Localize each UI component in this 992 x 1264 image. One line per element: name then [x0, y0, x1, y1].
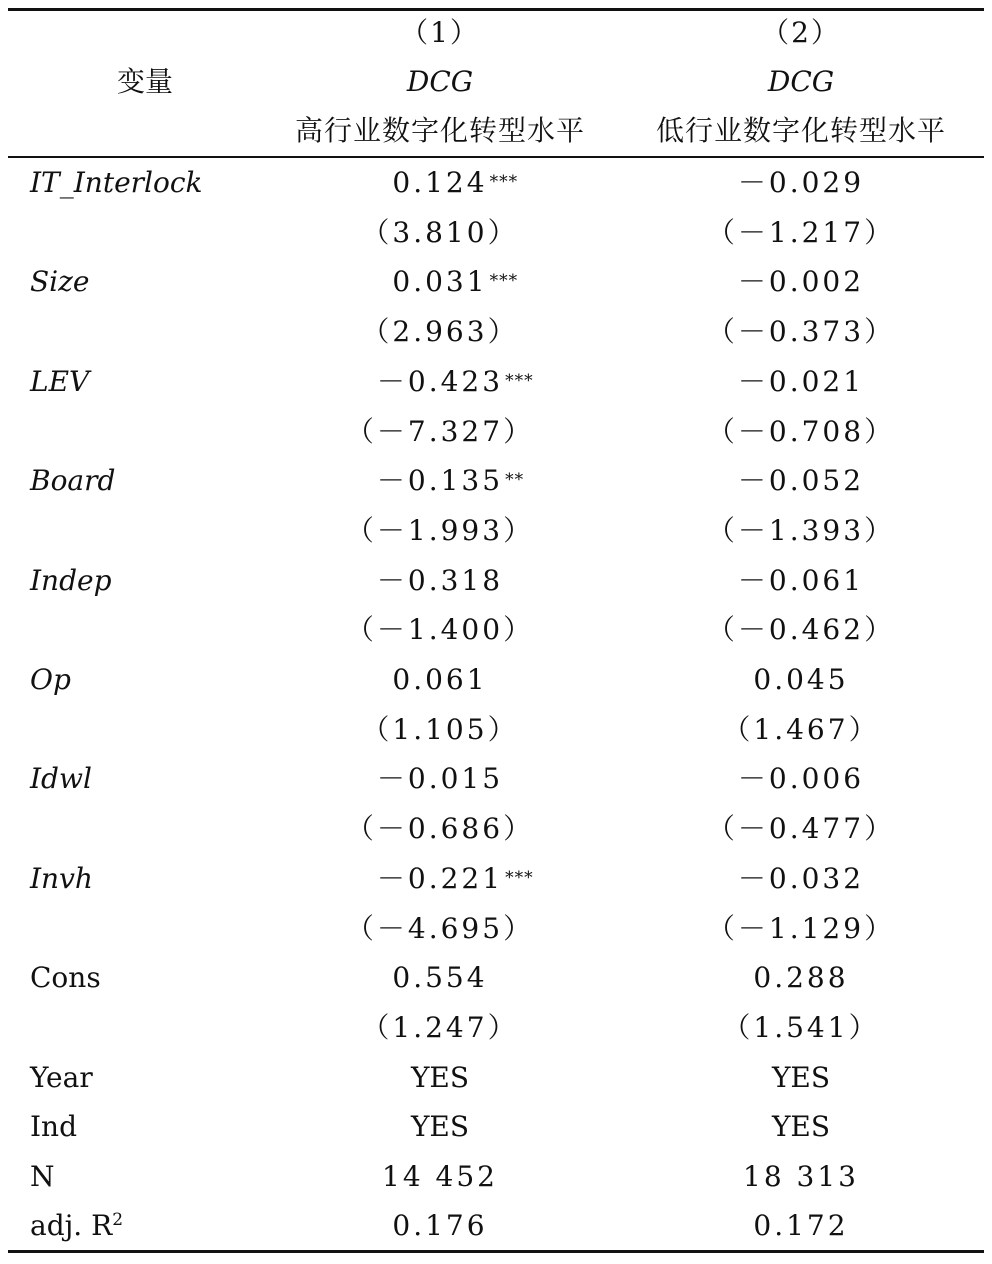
value-text: 0.045 [753, 663, 849, 696]
t-stat-c2 [620, 705, 982, 755]
cell-value [361, 216, 518, 249]
adj-r2-col1: 0.176 [392, 1209, 488, 1242]
t-stat-c1 [250, 1003, 630, 1053]
footer-label-n: N [30, 1160, 55, 1193]
value-text: －0.021 [737, 365, 865, 398]
cell-value [738, 762, 864, 795]
coefficient-c1 [250, 257, 630, 307]
year-fe-col1: YES [410, 1061, 470, 1094]
value-text: 0.554 [392, 961, 488, 994]
table-bottom-rule [8, 1250, 984, 1253]
value-text: －0.015 [376, 762, 504, 795]
value-text: （－1.217） [706, 216, 896, 249]
cell-value [346, 613, 534, 646]
t-stat-c1 [250, 904, 630, 954]
cell-value [707, 514, 895, 547]
t-stat-c2 [620, 1003, 982, 1053]
n-col2: 18 313 [743, 1160, 859, 1193]
value-text: －0.423 [376, 365, 504, 398]
cell-value [376, 862, 534, 895]
cell-value [707, 613, 895, 646]
footer-label-year: Year [30, 1061, 93, 1094]
significance-stars: *** [489, 172, 519, 192]
value-text: （－0.708） [706, 415, 896, 448]
value-text: （－0.477） [706, 812, 896, 845]
cell-value [707, 216, 895, 249]
coefficient-c1 [250, 556, 630, 606]
coefficient-c2 [620, 456, 982, 506]
coefficient-c2 [620, 158, 982, 208]
cell-value [346, 812, 534, 845]
cell-value [346, 514, 534, 547]
cell-value [377, 762, 503, 795]
coefficient-c1 [250, 357, 630, 407]
cell-value [753, 961, 848, 994]
cell-value [738, 265, 864, 298]
col2-dependent-variable: DCG [767, 65, 835, 98]
cell-value [722, 1011, 879, 1044]
cell-value [346, 912, 534, 945]
value-text: －0.221 [376, 862, 504, 895]
cell-value [738, 862, 864, 895]
footer-label-ind: Ind [30, 1110, 78, 1143]
value-text: 0.061 [392, 663, 488, 696]
t-stat-c1 [250, 307, 630, 357]
coefficient-c1 [250, 158, 630, 208]
coefficient-c2 [620, 556, 982, 606]
col1-group-label: 高行业数字化转型水平 [294, 114, 585, 147]
t-stat-c2 [620, 506, 982, 556]
cell-value [361, 315, 518, 348]
value-text: （－4.695） [345, 912, 535, 945]
significance-stars: *** [505, 868, 534, 888]
value-text: －0.029 [737, 166, 865, 199]
t-stat-c2 [620, 208, 982, 258]
ind-fe-col2: YES [771, 1110, 831, 1143]
col2-group-label: 低行业数字化转型水平 [655, 114, 946, 147]
significance-stars: *** [489, 271, 519, 291]
value-text: （－0.462） [706, 613, 896, 646]
cell-value [392, 166, 519, 199]
coefficient-c2 [620, 257, 982, 307]
value-text: （－0.373） [706, 315, 896, 348]
value-text: （－1.993） [345, 514, 535, 547]
variable-label: Op [30, 663, 71, 696]
value-text: （1.467） [722, 713, 880, 746]
col1-number: （1） [400, 16, 480, 49]
cell-value [707, 415, 895, 448]
value-text: －0.032 [737, 862, 865, 895]
t-stat-c1 [250, 804, 630, 854]
t-stat-c1 [250, 208, 630, 258]
variable-label: Cons [30, 961, 101, 994]
coefficient-c1 [250, 953, 630, 1003]
t-stat-c2 [620, 605, 982, 655]
coefficient-c2 [620, 953, 982, 1003]
value-text: （1.541） [722, 1011, 880, 1044]
value-text: （3.810） [361, 216, 519, 249]
variable-label: Board [30, 464, 116, 497]
value-text: （1.105） [361, 713, 519, 746]
t-stat-c2 [620, 804, 982, 854]
variable-label: Indep [30, 564, 112, 597]
value-text: （1.247） [361, 1011, 519, 1044]
variable-label: Idwl [30, 762, 92, 795]
cell-value [707, 912, 895, 945]
cell-value [392, 961, 487, 994]
variable-column-header: 变量 [116, 65, 173, 98]
cell-value [753, 663, 848, 696]
significance-stars: *** [505, 371, 534, 391]
cell-value [738, 365, 864, 398]
variable-label: Size [30, 265, 90, 298]
col1-dependent-variable: DCG [406, 65, 474, 98]
cell-value [707, 315, 895, 348]
cell-value [392, 663, 487, 696]
value-text: （－1.400） [345, 613, 535, 646]
t-stat-c1 [250, 705, 630, 755]
t-stat-c1 [250, 506, 630, 556]
t-stat-c2 [620, 407, 982, 457]
adj-r2-superscript: 2 [112, 1210, 124, 1230]
coefficient-c2 [620, 655, 982, 705]
value-text: －0.061 [737, 564, 865, 597]
cell-value [361, 713, 518, 746]
value-text: （－1.393） [706, 514, 896, 547]
value-text: －0.135 [376, 464, 504, 497]
cell-value [361, 1011, 518, 1044]
value-text: （－1.129） [706, 912, 896, 945]
t-stat-c2 [620, 904, 982, 954]
value-text: －0.002 [737, 265, 865, 298]
cell-value [376, 365, 534, 398]
value-text: －0.052 [737, 464, 865, 497]
cell-value [392, 265, 519, 298]
coefficient-c1 [250, 754, 630, 804]
value-text: 0.031 [392, 265, 488, 298]
value-text: （－0.686） [345, 812, 535, 845]
value-text: （2.963） [361, 315, 519, 348]
cell-value [722, 713, 879, 746]
variable-label: Invh [30, 862, 93, 895]
coefficient-c2 [620, 357, 982, 407]
coefficient-c2 [620, 754, 982, 804]
coefficient-c1 [250, 854, 630, 904]
t-stat-c1 [250, 407, 630, 457]
variable-label: IT_Interlock [30, 166, 203, 199]
value-text: 0.124 [392, 166, 488, 199]
t-stat-c1 [250, 605, 630, 655]
cell-value [707, 812, 895, 845]
value-text: －0.318 [376, 564, 504, 597]
cell-value [738, 166, 864, 199]
cell-value [738, 564, 864, 597]
significance-stars: ** [505, 470, 525, 490]
coefficient-c1 [250, 655, 630, 705]
n-col1: 14 452 [382, 1160, 498, 1193]
adj-r2-base: adj. R [30, 1209, 113, 1242]
coefficient-c1 [250, 456, 630, 506]
value-text: －0.006 [737, 762, 865, 795]
cell-value [377, 564, 503, 597]
cell-value [738, 464, 864, 497]
adj-r2-col2: 0.172 [753, 1209, 849, 1242]
cell-value [346, 415, 534, 448]
value-text: （－7.327） [345, 415, 535, 448]
ind-fe-col1: YES [410, 1110, 470, 1143]
cell-value [376, 464, 525, 497]
col2-number: （2） [761, 16, 841, 49]
variable-label: LEV [30, 365, 90, 398]
value-text: 0.288 [753, 961, 849, 994]
coefficient-c2 [620, 854, 982, 904]
year-fe-col2: YES [771, 1061, 831, 1094]
footer-label-adj-r2 [30, 1201, 123, 1251]
t-stat-c2 [620, 307, 982, 357]
